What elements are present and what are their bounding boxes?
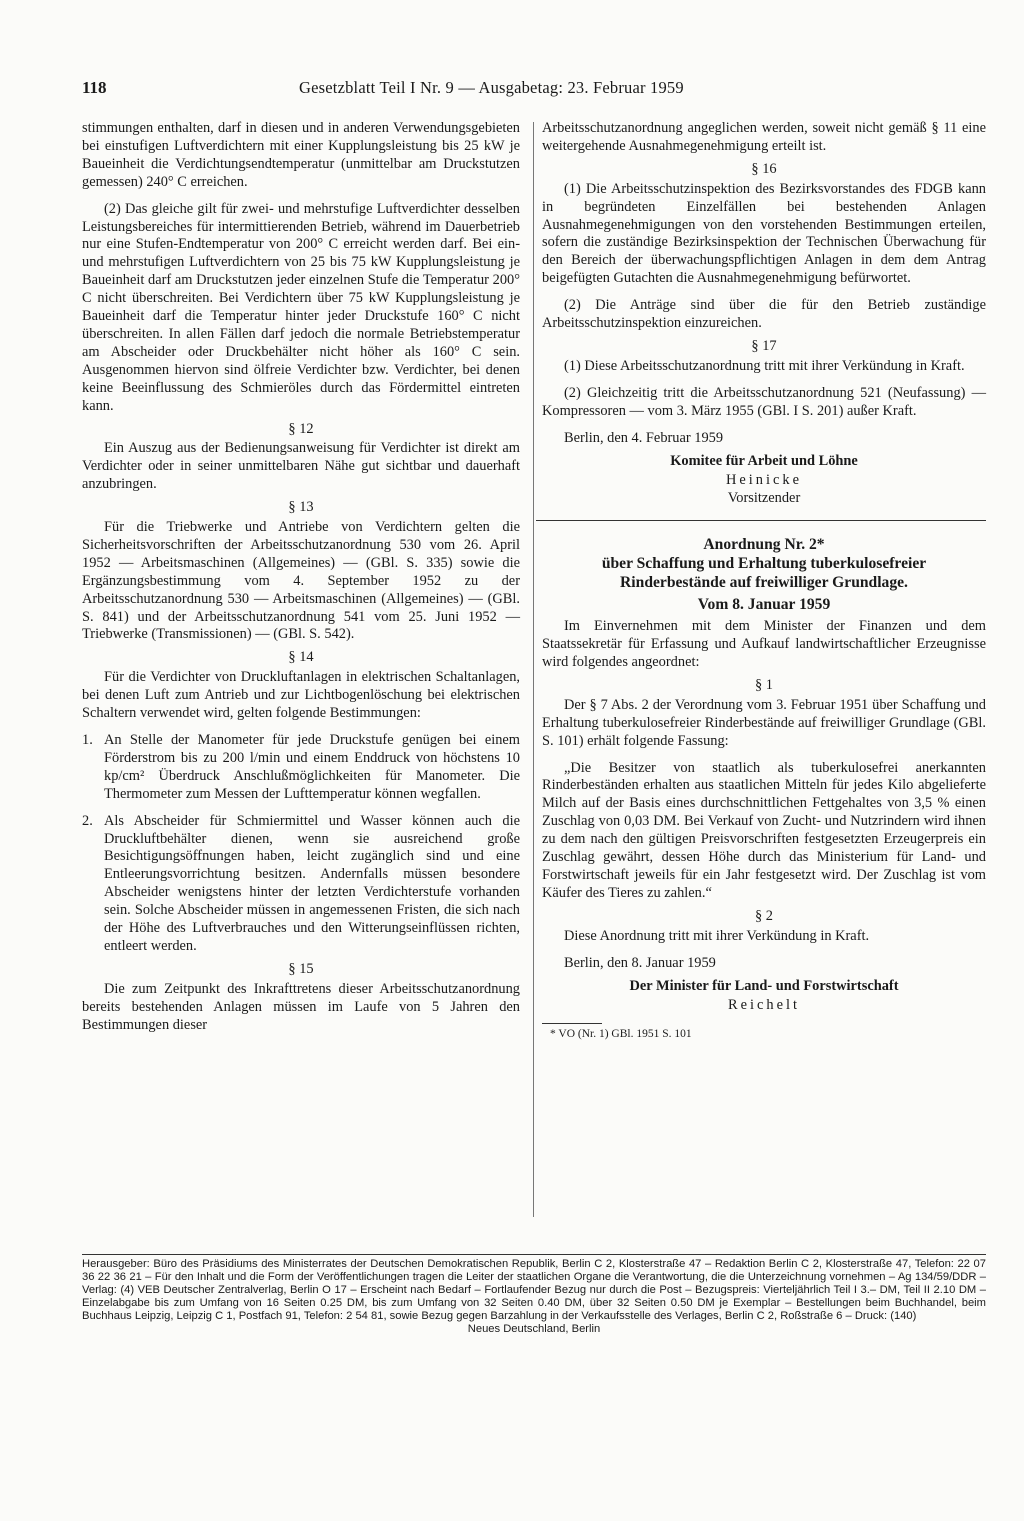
section-heading-13: § 13 [288,499,314,516]
paragraph: (2) Die Anträge sind über die für den Betrieb zuständige Arbeitsschutzinspektion einzureichen. [542,297,986,332]
list-number: 2. [82,812,93,829]
list-text: Als Abscheider für Schmiermittel und Wasser können auch die Druckluftbehälter dienen, wenn sie ausreichend große Besichtigungsöffnungen haben, leicht zugänglich sind und eine Entleerungsvorrichtung besitzen. Andernfalls müssen besondere Abscheider wenigstens hinter der letzten Verdichterstufe vorhanden sein. Solche Abscheider müssen in angemessenen Fristen, die sich nach der Höhe des Luftverbrauches und den Witterungseinflüssen richten, entleert werden. [104,812,520,954]
paragraph: Im Einvernehmen mit dem Minister der Finanzen und dem Staatssekretär für Erfassung und Aufkauf landwirtschaftlicher Erzeugnisse wird folgendes angeordnet: [542,618,986,671]
header-title: Gesetzblatt Teil I Nr. 9 — Ausgabetag: 23. Februar 1959 [299,78,684,97]
right-column [542,120,986,1044]
list-number: 1. [82,732,93,748]
paragraph: Für die Verdichter von Druckluftanlagen in elektrischen Schaltanlagen, bei denen Luft zum Antrieb und zur Lichtbogenlöschung bei elektrischen Schaltern verwendet wird, gelten folgende Bestimmungen: [82,669,520,722]
paragraph: stimmungen enthalten, darf in diesen und in anderen Verwendungsgebieten bei einstufigen Luftverdichtern mit einer Kupplungsleistung bis 25 kW je Baueinheit die Verdichtungsendtemperatur (unmittelbar am Druckstutzen gemessen) 240° C erreichen. [82,120,520,190]
signing-organization: Der Minister für Land- und Forstwirtschaft [629,977,899,994]
list-item [82,813,520,956]
imprint-rule [82,1254,986,1255]
section-separator [536,520,986,521]
title-line: Rinderbestände auf freiwilliger Grundlage. [620,574,908,592]
signatory-name: Heinicke [726,472,802,489]
signatory-role: Vorsitzender [727,490,801,507]
paragraph: (1) Diese Arbeitsschutzanordnung tritt mit ihrer Verkündung in Kraft. [564,357,965,374]
imprint-text: Herausgeber: Büro des Präsidiums des Ministerrates der Deutschen Demokratischen Republik, Berlin C 2, Klosterstraße 47 – Redaktion Berlin C 2, Klosterstraße 47, Telefon: 22 07 36 22 36 21 – Für den Inhalt und die Form der Veröffentlichungen tragen die Leiter der staatlichen Organe die Verantwortung, die die Unterzeichnung vornehmen – Ag 134/59/DDR – Verlag: (4) VEB Deutscher Zentralverlag, Berlin O 17 – Erscheint nach Bedarf – Fortlaufender Bezug nur durch die Post – Bezugspreis: Vierteljährlich Teil I 3.– DM, Teil II 2.10 DM – Einzelabgabe bis zum Umfang von 16 Seiten 0.25 DM, bis zum Umfang von 32 Seiten 0.40 DM, über 32 Seiten 0.50 DM je Exemplar – Bestellungen beim Buchhandel, beim Buchhaus Leipzig, Leipzig C 1, Postfach 91, Telefon: 2 54 81, sowie Bezug gegen Barzahlung in der Verkaufsstelle des Verlages, Berlin C 2, Roßstraße 6 – Druck: (140) [82,1258,986,1322]
page-header [82,78,982,108]
paragraph: (2) Das gleiche gilt für zwei- und mehrstufige Luftverdichter desselben Leistungsbereiches für intermittierenden Betrieb, während im Dauerbetrieb nur eine Stufen-Endtemperatur von 200° C erreicht werden darf. Bei ein- und mehrstufigen Luftverdichtern von 25 bis 75 kW Kupplungsleistung je Baueinheit darf am Druckstutzen jeder einzelnen Stufe die Temperatur 200° C nicht überschreiten. Bei Verdichtern über 75 kW Kupplungsleistung je Baueinheit darf die Temperatur hinter jeder Druckstufe 160° C nicht überschreiten. In allen Fällen darf jedoch die normale Betriebstemperatur am Abscheider oder Druckbehälter nicht höher als 160° C sein. Ausgenommen hiervon sind ölfreie Verdichter bzw. Verdichter, bei denen keine Beeinflussung des Schmieröles durch das Fördermittel eintreten kann. [82,200,520,414]
list-item [82,732,520,804]
section-heading-17: § 17 [751,337,777,354]
list-text: An Stelle der Manometer für jede Druckstufe genügen bei einem Förderstrom bis zu 200 l/min und einem Enddruck von höchstens 10 kp/cm² Überdruck Anschlußmöglichkeiten für Manometer. Die Thermometer zum Messen der Lufttemperatur können wegfallen. [104,732,520,802]
signing-date: Berlin, den 8. Januar 1959 [564,954,716,971]
footnote: * VO (Nr. 1) GBl. 1951 S. 101 [550,1028,692,1041]
imprint [82,1258,986,1336]
section-heading-12: § 12 [288,420,314,437]
paragraph: (2) Gleichzeitig tritt die Arbeitsschutzanordnung 521 (Neufassung) — Kompressoren — vom 3. März 1955 (GBl. I S. 201) außer Kraft. [542,384,986,419]
page-number: 118 [82,78,107,97]
section-heading-2: § 2 [755,907,773,924]
paragraph: Für die Triebwerke und Antriebe von Verdichtern gelten die Sicherheitsvorschriften der Arbeitsschutzanordnung 530 vom 26. April 1952 — Arbeitsmaschinen (Allgemeines) — (GBl. S. 335) sowie die Ergänzungsbestimmung vom 4. September 1952 zu der Arbeitsschutzanordnung 530 — Arbeitsmaschinen (Allgemeines) — (GBl. S. 841) und der Arbeitsschutzanordnung 541 vom 25. Juni 1952 — Triebwerke (Transmissionen) — (GBl. S. 542). [82,519,520,643]
title-line: Anordnung Nr. 2* [703,536,825,554]
paragraph: Ein Auszug aus der Bedienungsanweisung für Verdichter ist direkt am Verdichter oder in seiner unmittelbaren Nähe gut sichtbar und dauerhaft anzubringen. [82,440,520,493]
title-line: über Schaffung und Erhaltung tuberkulosefreier [601,555,927,573]
section-heading-1: § 1 [755,676,773,693]
paragraph: Diese Anordnung tritt mit ihrer Verkündung in Kraft. [564,927,870,944]
left-column [82,120,520,1035]
paragraph: Die zum Zeitpunkt des Inkrafttretens dieser Arbeitsschutzanordnung bereits bestehenden Anlagen müssen im Laufe von 5 Jahren den Bestimmungen dieser [82,980,520,1033]
quoted-paragraph: „Die Besitzer von staatlich als tuberkulosefrei anerkannten Rinderbeständen erhalten aus staatlichen Mitteln für jedes Kilo abgelieferte Milch auf der Basis eines durchschnittlichen Fettgehaltes von 3,5 % einen Zuschlag von 0,03 DM. Bei Verkauf von Zucht- und Nutzrindern wird ihnen zu dem nach den gültigen Preisvorschriften festgesetzten Erzeugerpreis ein Zuschlag gewährt, dessen Höhe durch das Ministerium für Land- und Forstwirtschaft jeweils für ein Jahr festgesetzt wird. Der Zuschlag ist vom Käufer des Tieres zu zahlen.“ [542,759,986,901]
signing-date: Berlin, den 4. Februar 1959 [564,429,724,446]
paragraph: Der § 7 Abs. 2 der Verordnung vom 3. Februar 1951 über Schaffung und Erhaltung tuberkulosefreier Rinderbestände auf freiwilliger Grundlage (GBl. S. 101) erhält folgende Fassung: [542,696,986,749]
signatory-name: Reichelt [728,997,800,1014]
section-heading-15: § 15 [288,960,314,977]
paragraph: (1) Die Arbeitsschutzinspektion des Bezirksvorstandes des FDGB kann in begründeten Einzelfällen bei bestehenden Anlagen Ausnahmegenehmigungen von den vorstehenden Bestimmungen erteilen, sofern die zuständige Bezirksinspektion der Technischen Überwachung für den Bereich der überwachungspflichtigen Anlagen in dem dem Antrag beigefügten Gutachten die Ausnahmegenehmigung befürwortet. [542,180,986,287]
title-date: Vom 8. Januar 1959 [697,596,831,614]
column-divider [533,122,534,1217]
signing-organization: Komitee für Arbeit und Löhne [670,452,858,469]
section-heading-14: § 14 [288,649,314,666]
imprint-printer: Neues Deutschland, Berlin [467,1323,601,1335]
ordinance-title [542,535,986,614]
paragraph: Arbeitsschutzanordnung angeglichen werden, soweit nicht gemäß § 11 eine weitergehende Ausnahmegenehmigung erteilt ist. [542,120,986,154]
footnote-rule [542,1023,602,1024]
section-heading-16: § 16 [751,160,777,177]
